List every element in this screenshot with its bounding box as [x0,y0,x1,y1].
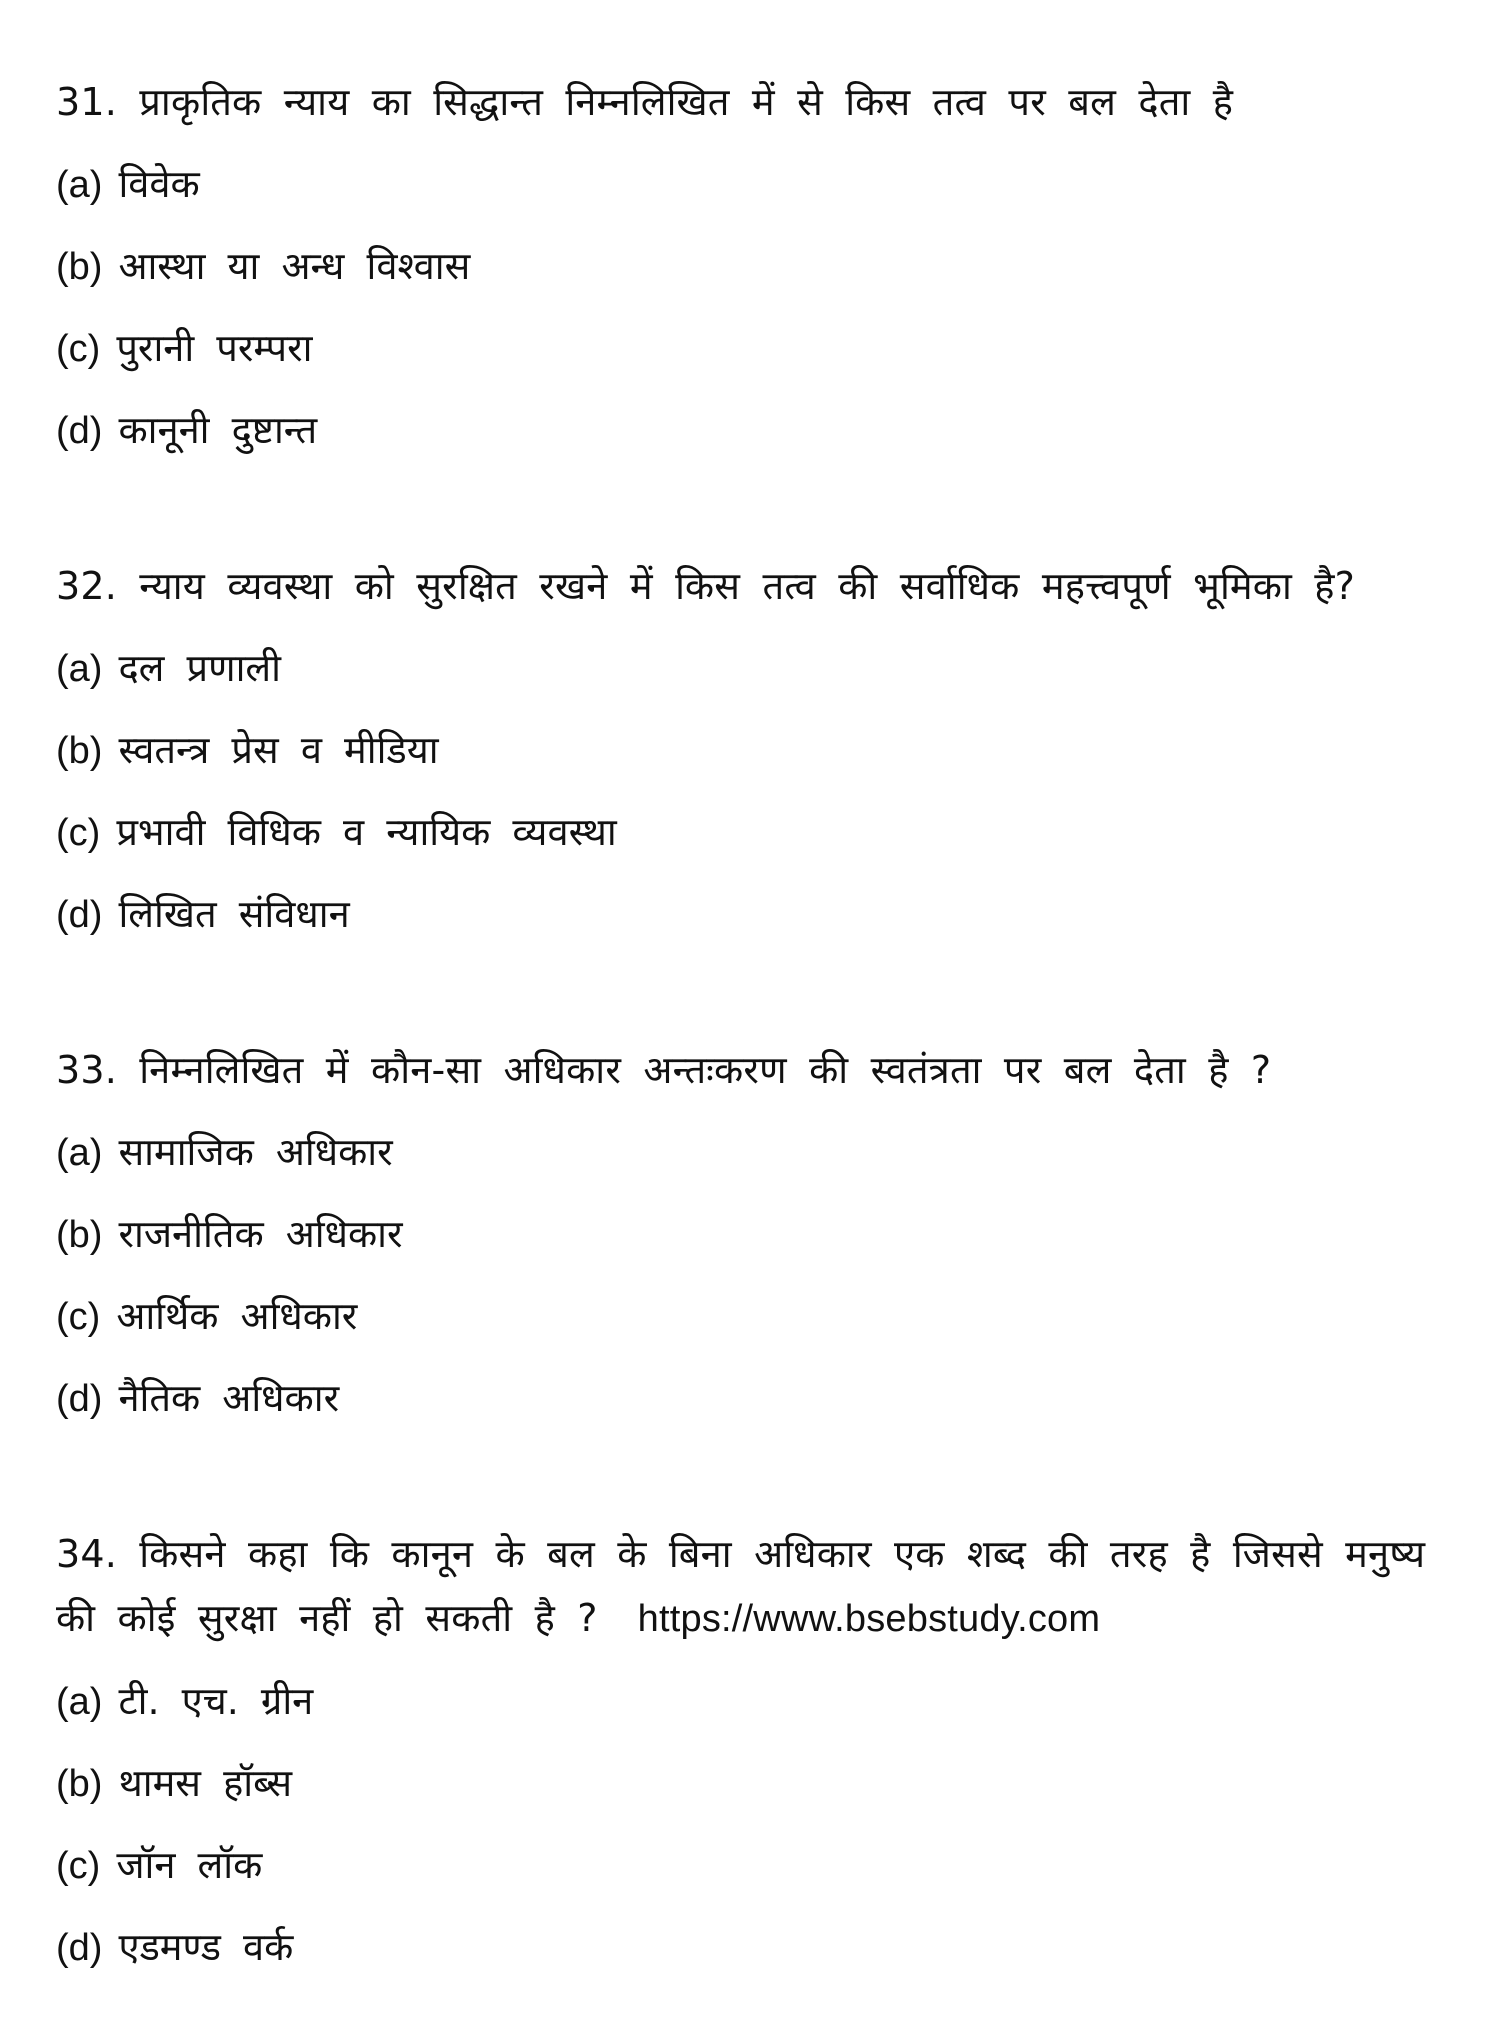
option-key: (b) [56,730,103,772]
option-a [56,1120,1476,1202]
option-key: (d) [56,410,103,452]
option-b [56,1751,1476,1833]
option-text: प्रभावी विधिक व न्यायिक व्यवस्था [116,810,617,854]
option-b [56,1202,1476,1284]
option-key: (b) [56,246,103,288]
option-key: (d) [56,894,103,936]
option-key: (d) [56,1378,103,1420]
option-c [56,800,1476,882]
question-text: 31. प्राकृतिक न्याय का सिद्धान्त निम्नलिखित में से किस तत्व पर बल देता है [56,80,1234,124]
option-c [56,1833,1476,1915]
option-text: एडमण्ड वर्क [118,1925,294,1969]
question-32 [56,554,1476,964]
option-d [56,1915,1476,1997]
option-text: पुरानी परम्परा [116,326,313,370]
option-text: विवेक [118,162,200,206]
question-text [56,1522,1476,1651]
question-text: 32. न्याय व्यवस्था को सुरक्षित रखने में किस तत्व की सर्वाधिक महत्त्वपूर्ण भूमिका है? [56,564,1356,608]
question-31 [56,70,1476,480]
option-c [56,316,1476,398]
option-a [56,152,1476,234]
option-key: (c) [56,812,101,854]
option-d [56,1366,1476,1448]
option-key: (a) [56,1681,103,1723]
question-page [56,70,1476,1997]
option-key: (c) [56,1845,101,1887]
option-text: राजनीतिक अधिकार [118,1212,403,1256]
option-key: (b) [56,1763,103,1805]
option-key: (a) [56,164,103,206]
option-a [56,1669,1476,1751]
option-d [56,398,1476,480]
source-url[interactable]: https://www.bsebstudy.com [637,1598,1101,1640]
option-text: कानूनी दुष्टान्त [118,408,318,452]
question-34 [56,1522,1476,1997]
option-text: आस्था या अन्ध विश्वास [118,244,471,288]
option-text: आर्थिक अधिकार [116,1294,358,1338]
option-b [56,718,1476,800]
option-a [56,636,1476,718]
option-d [56,882,1476,964]
question-spacer [56,964,1476,1038]
option-text: नैतिक अधिकार [118,1376,340,1420]
option-key: (b) [56,1214,103,1256]
option-text: टी. एच. ग्रीन [118,1679,314,1723]
option-key: (a) [56,648,103,690]
option-text: स्वतन्त्र प्रेस व मीडिया [118,728,439,772]
option-key: (c) [56,1296,101,1338]
question-spacer [56,480,1476,554]
option-text: दल प्रणाली [118,646,282,690]
question-text: 33. निम्नलिखित में कौन-सा अधिकार अन्तःकरण की स्वतंत्रता पर बल देता है ? [56,1048,1272,1092]
option-key: (c) [56,328,101,370]
option-b [56,234,1476,316]
option-key: (d) [56,1927,103,1969]
option-key: (a) [56,1132,103,1174]
option-text: जॉन लॉक [116,1843,263,1887]
option-c [56,1284,1476,1366]
question-body: 34. किसने कहा कि कानून के बल के बिना अधिकार एक शब्द की तरह है जिससे मनुष्य की कोई सुरक्षा नहीं हो सकती है ? [56,1532,1426,1640]
question-spacer [56,1448,1476,1522]
question-33 [56,1038,1476,1448]
option-text: थामस हॉब्स [118,1761,293,1805]
option-text: लिखित संविधान [118,892,350,936]
option-text: सामाजिक अधिकार [118,1130,393,1174]
